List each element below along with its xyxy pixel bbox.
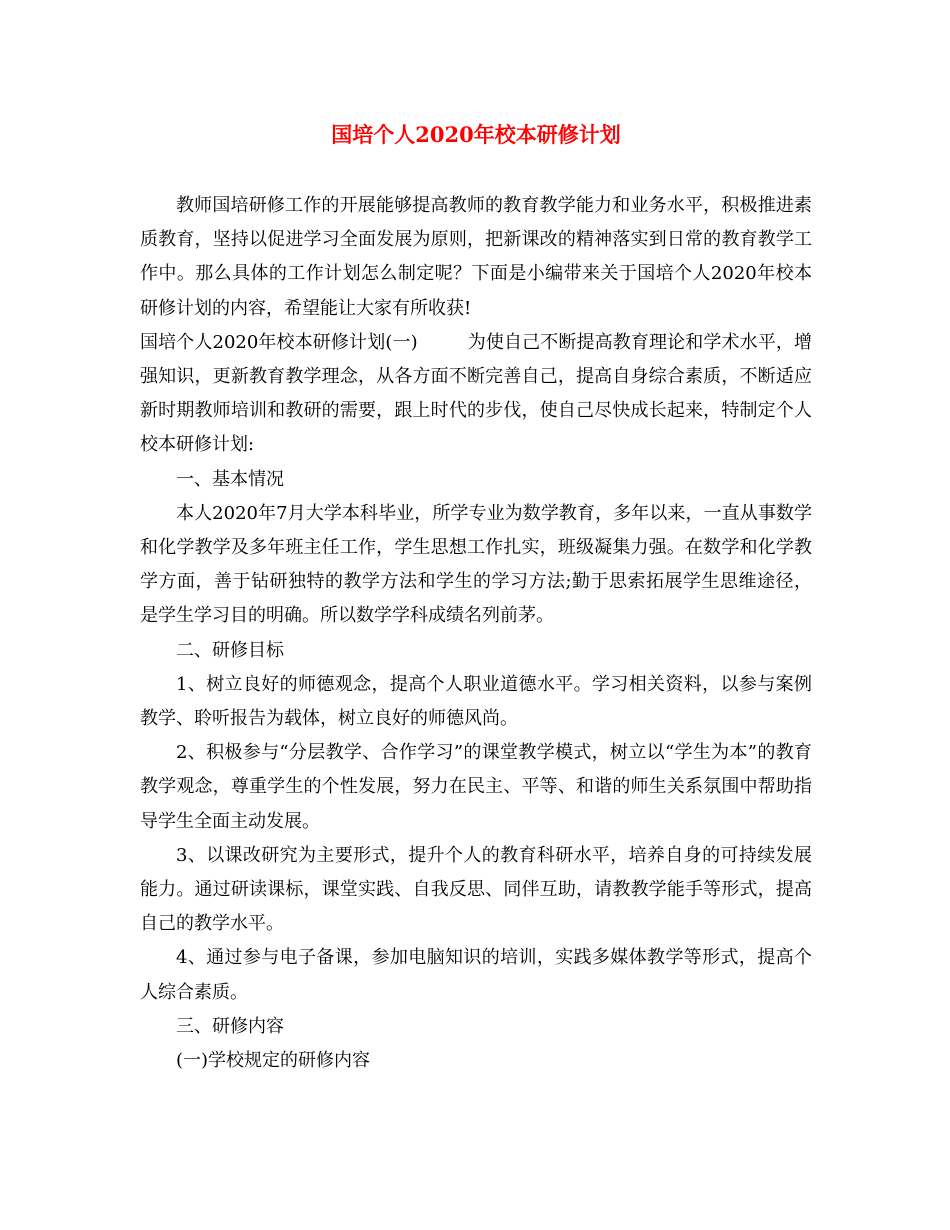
basic-situation-paragraph: 本人2020年7月大学本科毕业，所学专业为数学教育，多年以来，一直从事数学和化学教学及多年班主任工作，学生思想工作扎实，班级凝集力强。在数学和化学教学方面，善于钻研独特的教学方法和学生的学习方法;勤于思索拓展学生思维途径，是学生学习目的明确。所以数学学科成绩名列前茅。: [140, 502, 812, 627]
goal-item: 3、以课改研究为主要形式，提升个人的教育科研水平，培养自身的可持续发展能力。通过研读课标，课堂实践、自我反思、同伴互助，请教教学能手等形式，提高自己的教学水平。: [140, 844, 812, 935]
document-body: [140, 189, 812, 1078]
section-heading-content: 三、研修内容: [176, 1015, 284, 1037]
plan-heading: 国培个人2020年校本研修计划(一): [140, 331, 418, 353]
document-title: 国培个人2020年校本研修计划: [331, 122, 621, 147]
section-heading-basic: 一、基本情况: [176, 468, 284, 490]
goal-item: 1、树立良好的师德观念，提高个人职业道德水平。学习相关资料，以参与案例教学、聆听报告为载体，树立良好的师德风尚。: [140, 673, 812, 730]
goal-item: 2、积极参与“分层教学、合作学习”的课堂教学模式，树立以“学生为本”的教育教学观念，尊重学生的个性发展，努力在民主、平等、和谐的师生关系氛围中帮助指导学生全面主动发展。: [140, 742, 812, 832]
goal-item: 4、通过参与电子备课，参加电脑知识的培训，实践多媒体教学等形式，提高个人综合素质。: [140, 947, 812, 1003]
plan-intro-text: 为使自己不断提高教育理论和学术水平，增强知识，更新教育教学理念，从各方面不断完善自己，提高自身综合素质，不断适应新时期教师培训和教研的需要，跟上时代的步伐，使自己尽快成长起来，特制定个人校本研修计划:: [140, 331, 812, 456]
intro-paragraph: 教师国培研修工作的开展能够提高教师的教育教学能力和业务水平，积极推进素质教育，坚持以促进学习全面发展为原则，把新课改的精神落实到日常的教育教学工作中。那么具体的工作计划怎么制定呢？下面是小编带来关于国培个人2020年校本研修计划的内容，希望能让大家有所收获!: [140, 195, 812, 319]
subsection-heading: (一)学校规定的研修内容: [176, 1050, 371, 1072]
section-heading-goals: 二、研修目标: [176, 639, 284, 661]
plan-paragraph: [140, 326, 812, 463]
